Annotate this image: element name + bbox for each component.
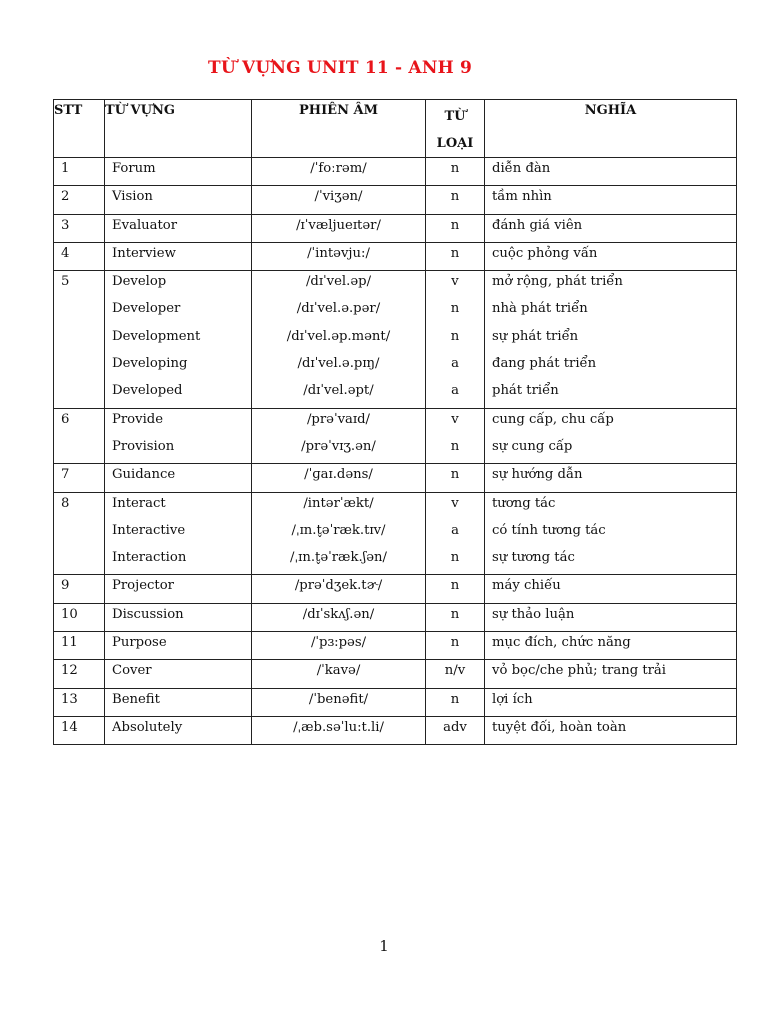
part-of-speech-cell [426,158,485,186]
page-number: 1 [379,937,389,955]
meaning-cell [485,464,737,492]
phonetic-transcription-cell [252,575,426,603]
phonetic-transcription: /dɪˈvel.əpt/ [303,383,374,399]
phonetic-transcription: /ˈkavə/ [316,663,361,679]
phonetic-transcription-cell [252,688,426,716]
table-row [54,492,737,575]
row-number-cell [54,186,105,214]
part-of-speech: n [450,301,460,317]
phonetic-transcription-cell [252,186,426,214]
table-row [54,242,737,270]
table-row [54,716,737,744]
part-of-speech-cell [426,688,485,716]
part-of-speech: n [450,189,460,205]
row-number: 4 [61,245,70,261]
row-number-cell [54,492,105,575]
vocab-word: Vision [112,189,153,205]
table-row [54,408,737,464]
part-of-speech: n [450,467,460,483]
vocab-word-cell [105,632,252,660]
meaning: cuộc phỏng vấn [492,245,598,261]
part-of-speech: n/v [444,663,466,679]
header-pos [426,100,485,158]
meaning: sự thảo luận [492,606,575,622]
phonetic-transcription: /ɪˈvæljueɪtər/ [296,217,381,233]
phonetic-transcription-cell [252,271,426,408]
phonetic-transcription: /prəˈvɪʒ.ən/ [301,438,376,454]
table-row [54,271,737,408]
vocab-word-cell [105,688,252,716]
part-of-speech: n [450,328,460,344]
vocab-word: Absolutely [112,719,183,735]
vocab-word-cell [105,408,252,464]
meaning: đánh giá viên [492,217,583,233]
row-number-cell [54,158,105,186]
table-row [54,603,737,631]
row-number-cell [54,660,105,688]
meaning: mục đích, chức năng [492,635,631,651]
phonetic-transcription: /ˈfoːrəm/ [310,161,367,176]
phonetic-transcription: /dɪˈvel.ə.pɪŋ/ [297,356,380,372]
meaning-cell [485,492,737,575]
phonetic-transcription: /dɪˈvel.ə.pər/ [296,301,381,317]
vocabulary-table [53,99,737,745]
phonetic-transcription-cell [252,603,426,631]
phonetic-transcription: /ˈɡaɪ.dəns/ [304,467,373,483]
phonetic-transcription: /ˈviʒən/ [314,189,363,205]
phonetic-transcription-cell [252,492,426,575]
part-of-speech: a [451,356,459,372]
part-of-speech-cell [426,408,485,464]
vocab-word: Interaction [112,550,187,566]
meaning: tầm nhìn [492,189,552,205]
meaning-cell [485,716,737,744]
meaning: sự cung cấp [492,438,573,454]
vocab-word-cell [105,186,252,214]
meaning: lợi ích [492,691,533,707]
phonetic-transcription: /intərˈækt/ [303,495,374,511]
vocab-word: Benefit [112,691,160,707]
document-title: TỪ VỰNG UNIT 11 - ANH 9 [208,58,472,78]
phonetic-transcription: /ˈbenəfit/ [308,691,369,707]
row-number-cell [54,242,105,270]
part-of-speech-cell [426,464,485,492]
row-number-cell [54,688,105,716]
row-number: 5 [61,274,70,290]
phonetic-transcription: /ˌɪn.t̬əˈræk.tɪv/ [291,522,386,538]
table-row [54,464,737,492]
row-number: 7 [61,467,70,483]
phonetic-transcription-cell [252,158,426,186]
phonetic-transcription: /ˈintəvju:/ [307,245,370,261]
part-of-speech: a [451,383,459,399]
header-ipa: PHIÊN ÂM [252,100,426,158]
vocab-word: Interview [112,245,176,261]
vocab-word: Developing [112,356,188,372]
table-body [54,158,737,745]
phonetic-transcription: /dɪˈskʌʃ.ən/ [302,606,375,622]
part-of-speech-cell [426,271,485,408]
vocab-word: Forum [112,161,156,176]
row-number-cell [54,271,105,408]
part-of-speech: n [450,606,460,622]
meaning: có tính tương tác [492,522,606,538]
part-of-speech: a [451,522,459,538]
phonetic-transcription-cell [252,660,426,688]
meaning-cell [485,575,737,603]
meaning: cung cấp, chu cấp [492,411,614,427]
part-of-speech-cell [426,575,485,603]
part-of-speech-cell [426,242,485,270]
table-row [54,688,737,716]
phonetic-transcription: /dɪˈvel.əp/ [305,274,372,290]
vocab-word-cell [105,492,252,575]
vocab-word-cell [105,603,252,631]
vocab-word-cell [105,464,252,492]
part-of-speech-cell [426,660,485,688]
table-row [54,186,737,214]
vocab-word: Evaluator [112,217,178,233]
row-number: 10 [61,606,78,622]
row-number: 1 [61,161,70,176]
vocab-word-cell [105,271,252,408]
row-number-cell [54,464,105,492]
table-row [54,214,737,242]
row-number-cell [54,716,105,744]
vocab-word: Interact [112,495,166,511]
row-number-cell [54,575,105,603]
table-header-row [54,100,737,158]
vocab-word: Purpose [112,635,167,651]
part-of-speech: n [450,578,460,594]
vocab-word: Provision [112,438,175,454]
header-pos-line1: TỪ [444,109,466,124]
meaning-cell [485,603,737,631]
row-number: 2 [61,189,70,205]
vocab-word: Development [112,328,201,344]
meaning-cell [485,271,737,408]
part-of-speech-cell [426,492,485,575]
meaning: nhà phát triển [492,301,588,317]
meaning: đang phát triển [492,356,597,372]
phonetic-transcription: /ˌæb.səˈlu:t.li/ [293,719,384,735]
vocab-word: Guidance [112,467,176,483]
meaning: phát triển [492,383,559,399]
vocab-word-cell [105,158,252,186]
meaning: sự tương tác [492,550,575,566]
header-stt: STT [54,100,105,158]
phonetic-transcription: /ˌɪn.t̬əˈræk.ʃən/ [290,550,387,566]
meaning-cell [485,158,737,186]
phonetic-transcription: /dɪˈvel.əp.mənt/ [286,328,391,344]
phonetic-transcription-cell [252,214,426,242]
meaning: sự hướng dẫn [492,467,583,483]
meaning: tương tác [492,495,556,511]
header-meaning: NGHĨA [485,100,737,158]
meaning-cell [485,242,737,270]
row-number: 14 [61,719,78,735]
meaning: vỏ bọc/che phủ; trang trải [492,663,667,679]
meaning: tuyệt đối, hoàn toàn [492,719,627,735]
phonetic-transcription-cell [252,242,426,270]
meaning: máy chiếu [492,578,561,594]
phonetic-transcription-cell [252,632,426,660]
part-of-speech-cell [426,603,485,631]
vocab-word: Projector [112,578,174,594]
phonetic-transcription: /prəˈdʒek.tɚ/ [294,578,383,594]
phonetic-transcription-cell [252,716,426,744]
vocab-word: Provide [112,411,164,427]
part-of-speech-cell [426,716,485,744]
vocab-word-cell [105,716,252,744]
phonetic-transcription: /prəˈvaɪd/ [306,411,371,427]
meaning: mở rộng, phát triển [492,274,623,290]
part-of-speech: n [450,691,460,707]
row-number: 9 [61,578,70,594]
table-row [54,158,737,186]
vocab-word: Interactive [112,522,186,538]
part-of-speech: v [451,411,459,427]
vocab-word: Developed [112,383,183,399]
row-number: 6 [61,411,70,427]
vocab-word: Cover [112,663,152,679]
part-of-speech: adv [443,719,467,735]
table-row [54,660,737,688]
table-row [54,632,737,660]
part-of-speech: n [450,438,460,454]
vocab-word: Developer [112,301,181,317]
row-number-cell [54,603,105,631]
vocab-word-cell [105,660,252,688]
part-of-speech: n [450,161,460,176]
meaning-cell [485,408,737,464]
part-of-speech-cell [426,214,485,242]
meaning-cell [485,186,737,214]
header-pos-line2: LOẠI [436,136,474,151]
vocab-word-cell [105,242,252,270]
row-number: 13 [61,691,78,707]
meaning-cell [485,688,737,716]
row-number: 8 [61,495,70,511]
row-number-cell [54,632,105,660]
phonetic-transcription-cell [252,464,426,492]
part-of-speech: n [450,635,460,651]
phonetic-transcription: /ˈpɜ:pəs/ [310,635,367,651]
header-word: TỪ VỰNG [105,100,252,158]
row-number: 12 [61,663,78,679]
part-of-speech: n [450,550,460,566]
row-number: 3 [61,217,70,233]
meaning-cell [485,660,737,688]
row-number-cell [54,408,105,464]
vocab-word-cell [105,575,252,603]
meaning-cell [485,214,737,242]
meaning: sự phát triển [492,328,579,344]
part-of-speech: n [450,245,460,261]
part-of-speech: v [451,495,459,511]
part-of-speech: n [450,217,460,233]
row-number: 11 [61,635,78,651]
part-of-speech-cell [426,186,485,214]
vocab-word-cell [105,214,252,242]
meaning-cell [485,632,737,660]
part-of-speech-cell [426,632,485,660]
part-of-speech: v [451,274,459,290]
table-row [54,575,737,603]
meaning: diễn đàn [492,161,551,176]
row-number-cell [54,214,105,242]
vocab-word: Discussion [112,606,184,622]
phonetic-transcription-cell [252,408,426,464]
vocab-word: Develop [112,274,167,290]
